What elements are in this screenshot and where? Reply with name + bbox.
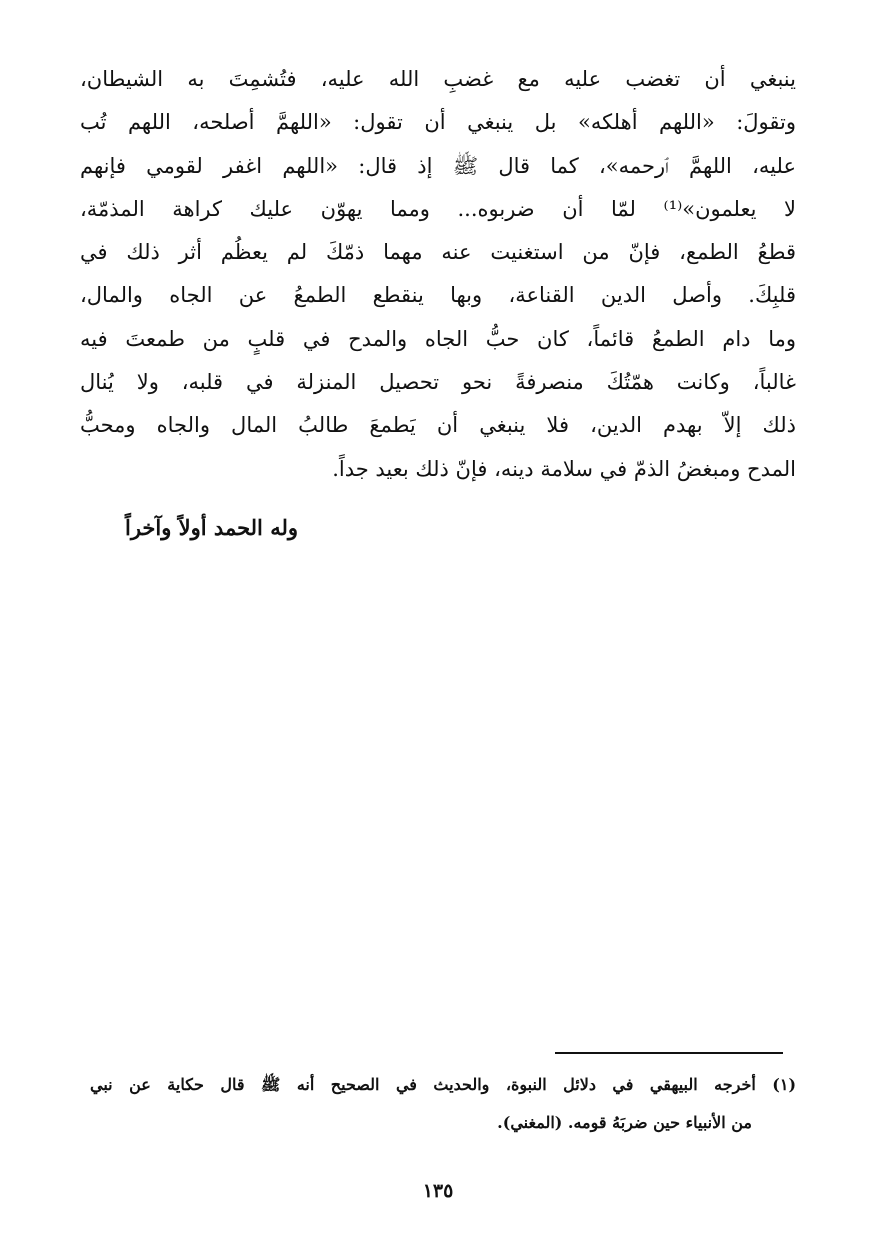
footnote-divider: [555, 1052, 783, 1054]
text-line: ذلك إلاّ بهدم الدين، فلا ينبغي أن يَطمعَ طالبُ المال والجاه ومحبُّ: [80, 413, 796, 438]
text-line: ينبغي أن تغضب عليه مع غضبِ الله عليه، فتُشمِتَ به الشيطان،: [80, 67, 796, 91]
footnote-line: من الأنبياء حين ضربَهُ قومه. (المغني).: [497, 1113, 752, 1132]
footnote: [90, 1066, 796, 1142]
text-line: غالباً، وكانت همّتُكَ منصرفةً نحو تحصيل المنزلة في قلبه، ولا يُنال: [80, 370, 796, 395]
text-line: لا يعلمون»⁽¹⁾ لمّا أن ضربوه... ومما يهوّن عليك كراهة المذمّة،: [80, 196, 796, 221]
footnote-line: (١) أخرجه البيهقي في دلائل النبوة، والحديث في الصحيح أنه ﷺ قال حكاية عن نبي: [90, 1075, 796, 1094]
text-line: قلبِكَ. وأصل الدين القناعة، وبها ينقطع الطمعُ عن الجاه والمال،: [80, 283, 796, 308]
text-line: المدح ومبغضُ الذمّ في سلامة دينه، فإنّ ذلك بعيد جداً.: [332, 456, 796, 481]
closing-phrase: وله الحمد أولاً وآخراً: [124, 515, 298, 540]
main-text: [80, 58, 796, 491]
text-line: قطعُ الطمع، فإنّ من استغنيت عنه مهما ذمّكَ لم يعظُم أثر ذلك في: [80, 240, 796, 265]
page-number: ١٣٥: [422, 1180, 454, 1202]
text-line: وتقولَ: «اللهم أهلكه» بل ينبغي أن تقول: «اللهمَّ أصلحه، اللهم تُب: [80, 110, 796, 135]
text-line: وما دام الطمعُ قائماً، كان حبُّ الجاه والمدح في قلبٍ من طمعتَ فيه: [80, 326, 796, 351]
text-line: عليه، اللهمَّ ٱرحمه»، كما قال ﷺ إذ قال: «اللهم اغفر لقومي فإنهم: [80, 153, 796, 178]
